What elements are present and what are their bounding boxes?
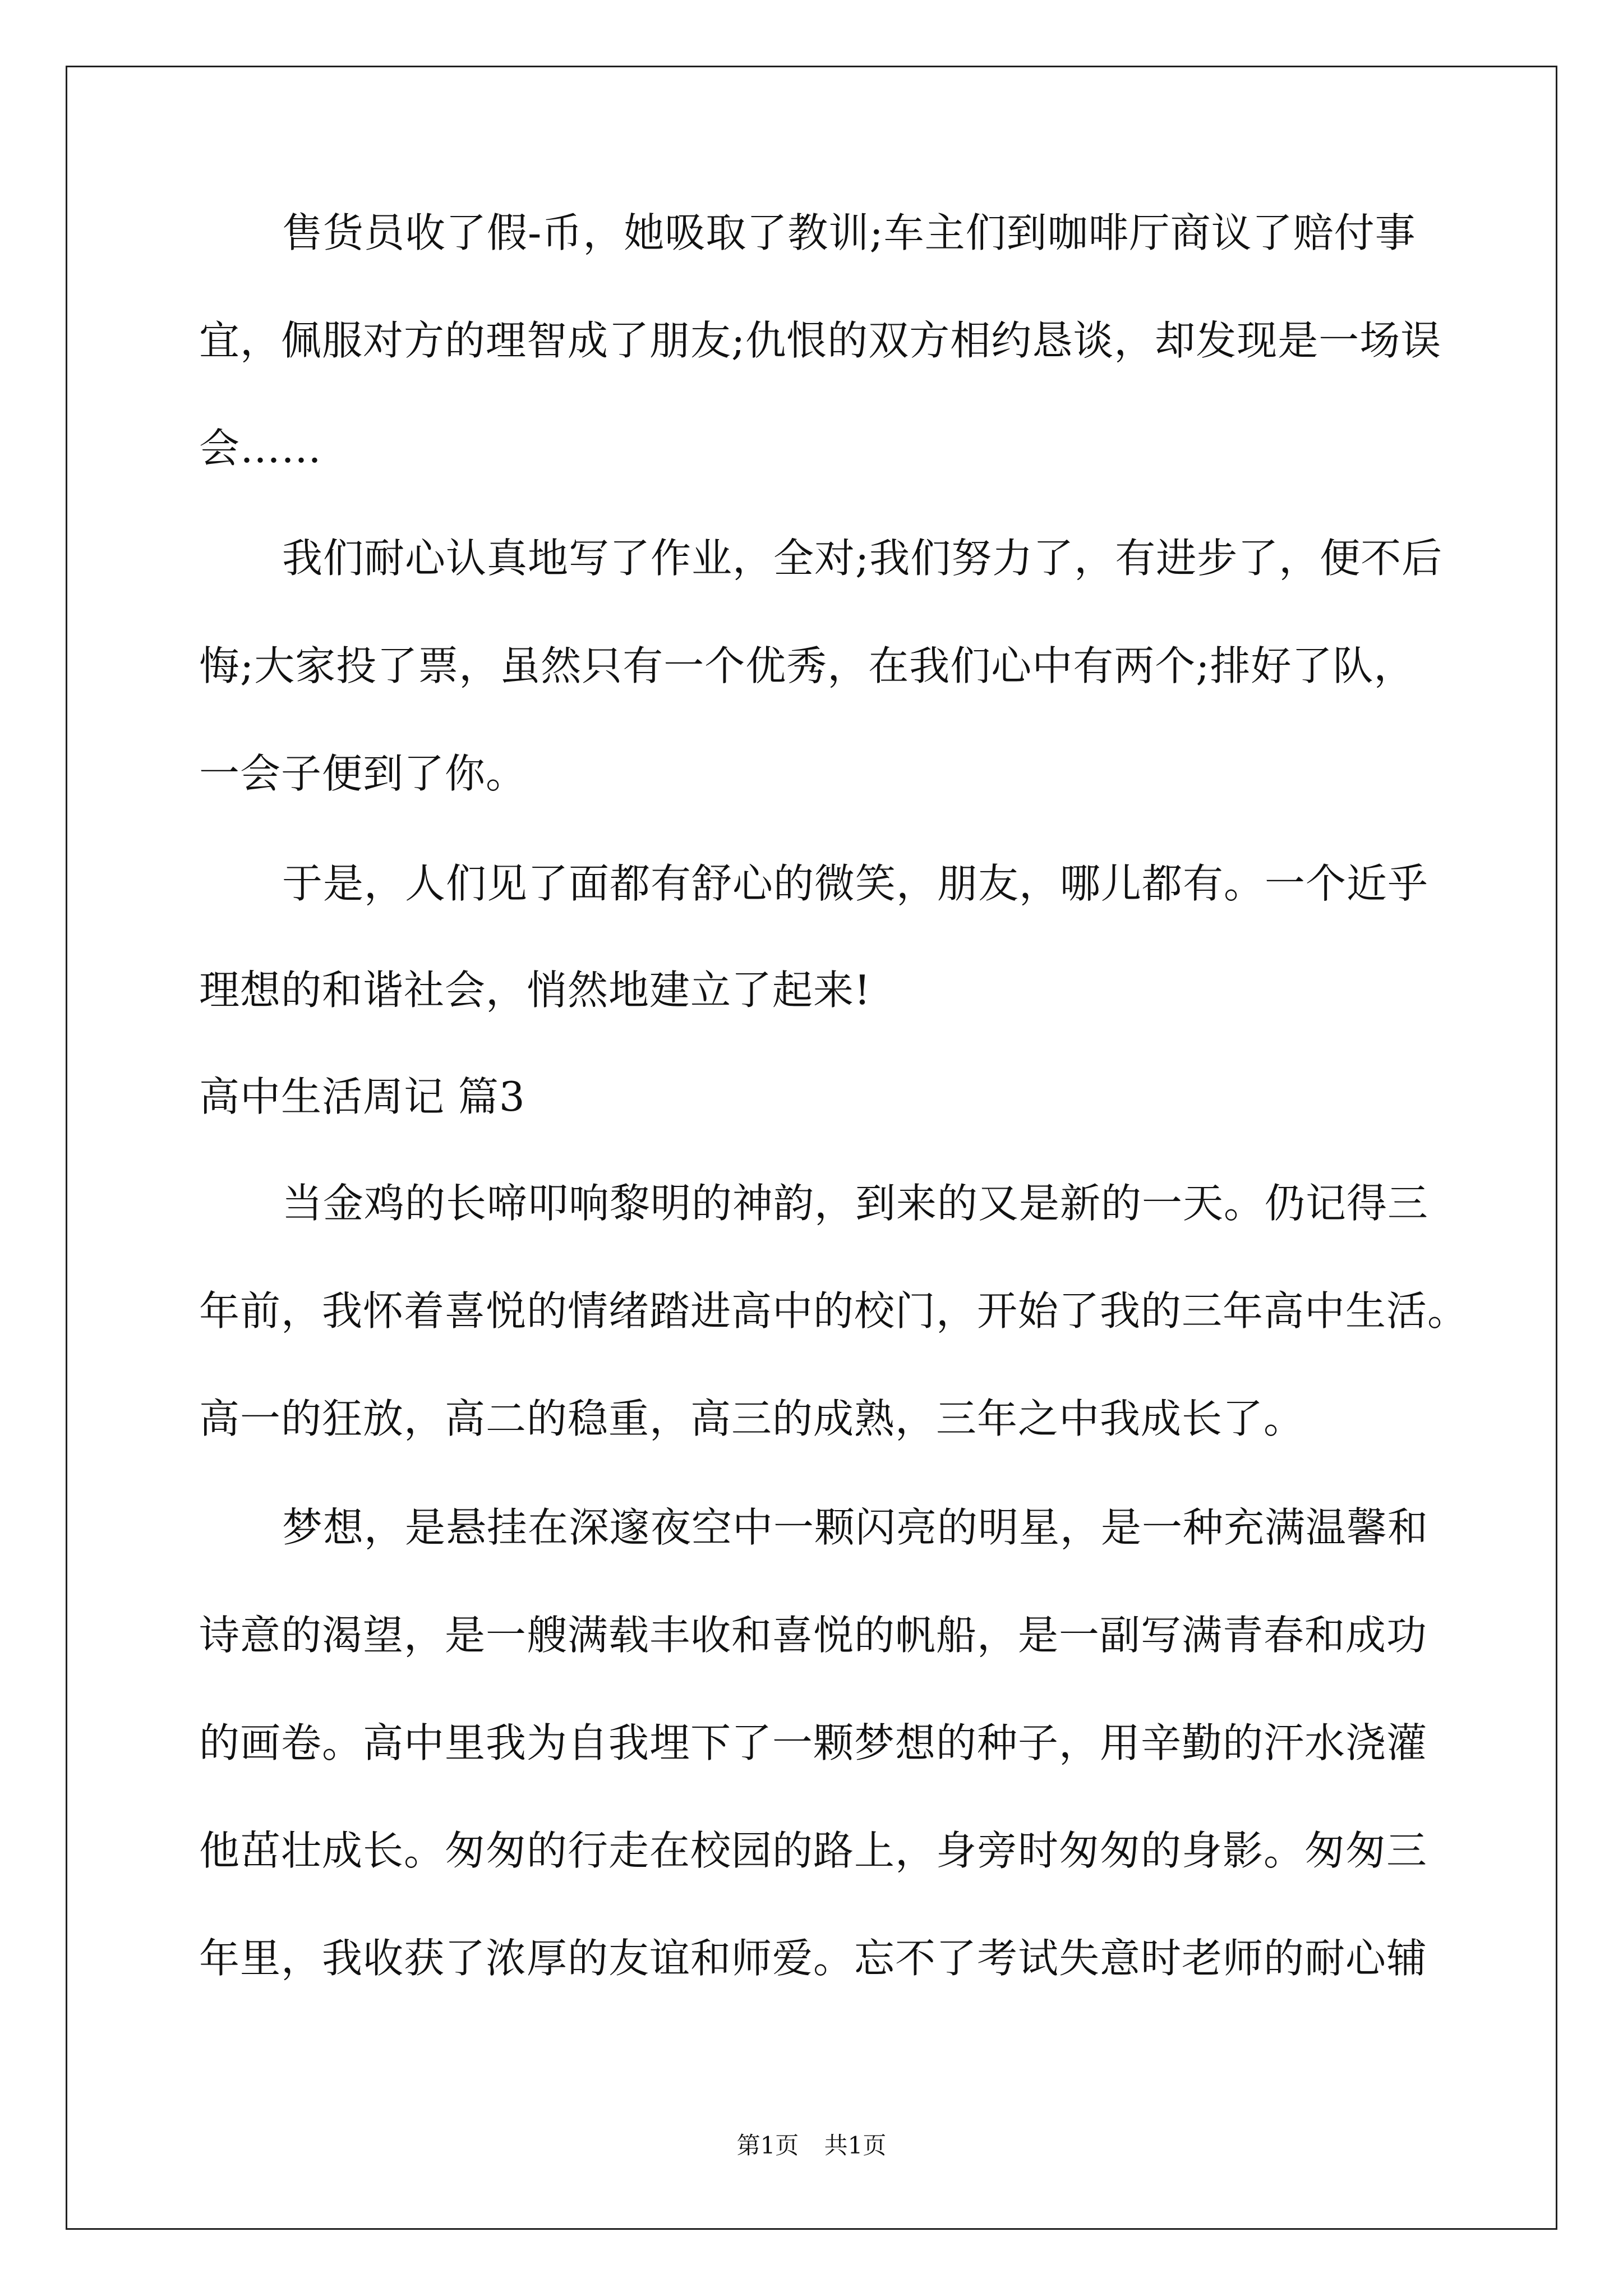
page-footer — [0, 2129, 1623, 2162]
paragraph-line: 悔;大家投了票，虽然只有一个优秀，在我们心中有两个;排好了队， — [199, 642, 1415, 689]
paragraph-line: 会…… — [199, 425, 322, 472]
page-number-total: 共1页 — [824, 2132, 887, 2159]
paragraph-line: 年前，我怀着喜悦的情绪踏进高中的校门，开始了我的三年高中生活。 — [199, 1287, 1469, 1335]
paragraph-line: 理想的和谐社会，悄然地建立了起来! — [199, 967, 871, 1014]
paragraph-line: 高一的狂放，高二的稳重，高三的成熟，三年之中我成长了。 — [199, 1395, 1305, 1442]
paragraph-line: 他茁壮成长。匆匆的行走在校园的路上，身旁时匆匆的身影。匆匆三 — [199, 1827, 1428, 1874]
paragraph-line: 于是，人们见了面都有舒心的微笑，朋友，哪儿都有。一个近乎 — [282, 860, 1429, 907]
page-border — [66, 66, 1557, 2230]
paragraph-line: 诗意的渴望，是一艘满载丰收和喜悦的帆船，是一副写满青春和成功 — [199, 1612, 1428, 1659]
page-number-current: 第1页 — [736, 2132, 799, 2159]
paragraph-line: 当金鸡的长啼叩响黎明的神韵，到来的又是新的一天。仍记得三 — [282, 1180, 1429, 1227]
paragraph-line: 年里，我收获了浓厚的友谊和师爱。忘不了考试失意时老师的耐心辅 — [199, 1935, 1428, 1982]
paragraph-line: 一会子便到了你。 — [199, 750, 527, 797]
paragraph-line: 的画卷。高中里我为自我埋下了一颗梦想的种子，用辛勤的汗水浇灌 — [199, 1719, 1428, 1766]
paragraph-line: 售货员收了假-币，她吸取了教训;车主们到咖啡厅商议了赔付事 — [282, 209, 1416, 256]
paragraph-line: 梦想，是悬挂在深邃夜空中一颗闪亮的明星，是一种充满温馨和 — [282, 1504, 1429, 1551]
paragraph-line: 宜，佩服对方的理智成了朋友;仇恨的双方相约恳谈，却发现是一场误 — [199, 317, 1442, 364]
section-heading: 高中生活周记 篇3 — [199, 1073, 525, 1120]
paragraph-line: 我们耐心认真地写了作业，全对;我们努力了，有进步了，便不后 — [282, 535, 1443, 582]
